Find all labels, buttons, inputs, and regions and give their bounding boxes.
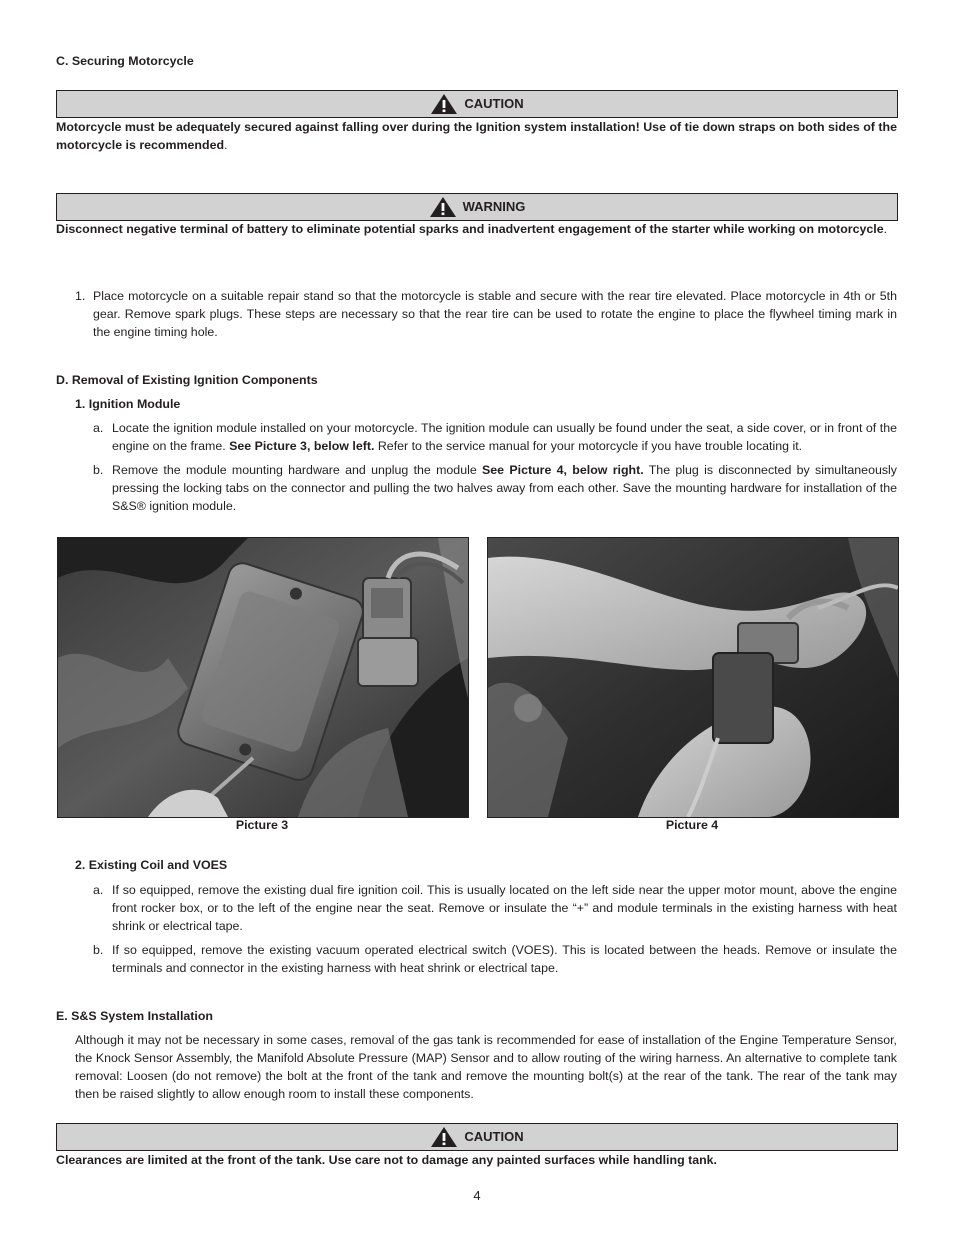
- warning-triangle-icon: [429, 196, 457, 218]
- item-b-text: [112, 461, 897, 515]
- section-d-heading: D. Removal of Existing Ignition Components: [56, 373, 318, 387]
- picture-3-caption: Picture 3: [235, 818, 289, 832]
- step1-number: 1.: [75, 289, 86, 303]
- item-voes-text: If so equipped, remove the existing vacuum operated electrical switch (VOES). This is located between the heads. Remove or insulate the terminals and connector in the existing harness with heat shrink or electrical tape.: [112, 943, 897, 975]
- item-voes-label: b.: [93, 943, 104, 957]
- subsection-coil-voes: 2. Existing Coil and VOES: [75, 858, 228, 872]
- item-b-text-part2: The plug is disconnected by simultaneously pressing the locking tabs on the connector and pulling the two halves away from each other. Save the mounting hardware for installation of the S&S® ignition module.: [112, 463, 897, 513]
- ignition-module-photo-illustration: [58, 538, 468, 817]
- step1-text: Place motorcycle on a suitable repair stand so that the motorcycle is stable and secure with the rear tire elevated. Place motorcycle in 4th or 5th gear. Remove spark plugs. These steps are necessary so that the rear tire can be used to rotate the engine to place the flywheel timing mark in the engine timing hole.: [93, 289, 897, 339]
- caution-banner-2: [56, 1123, 898, 1151]
- item-a-text: [112, 419, 897, 455]
- warning-text-end: .: [883, 222, 888, 236]
- caution-banner-1: [56, 90, 898, 118]
- section-e-heading: E. S&S System Installation: [56, 1009, 213, 1023]
- item-a-text-part1: Locate the ignition module installed on your motorcycle. The ignition module can usually be found under the seat, a side cover, or in front of the engine on the frame.: [112, 421, 897, 453]
- caution-text-end: .: [224, 138, 228, 152]
- item-a-text-part2: Refer to the service manual for your motorcycle if you have trouble locating it.: [374, 439, 803, 453]
- caution-text-1: [56, 118, 897, 154]
- section-c-heading: C. Securing Motorcycle: [56, 54, 194, 68]
- picture-4-photo: [487, 537, 899, 818]
- warning-text-bold: Disconnect negative terminal of battery to eliminate potential sparks and inadvertent engagement of the starter while working on motorcycle: [56, 222, 884, 236]
- picture-4-caption: Picture 4: [665, 818, 719, 832]
- caution-label-2: CAUTION: [464, 1129, 524, 1144]
- connector-unplug-photo-illustration: [488, 538, 898, 817]
- caution-text-bold: Motorcycle must be adequately secured against falling over during the Ignition system installation! Use of tie down straps on both sides of the motorcycle is recommended: [56, 120, 897, 152]
- item-a-label: a.: [93, 421, 104, 435]
- caution-text-2: Clearances are limited at the front of the tank. Use care not to damage any painted surfaces while handling tank.: [56, 1153, 717, 1167]
- section-e-body: Although it may not be necessary in some cases, removal of the gas tank is recommended for ease of installation of the Engine Temperature Sensor, the Knock Sensor Assembly, the Manifold Absolute Pressure (MAP) Sensor and to allow routing of the wiring harness. An alternative to complete tank removal: Loosen (do not remove) the bolt at the front of the tank and remove the mounting bolt(s) at the rear of the tank. The rear of the tank may then be raised slightly to allow enough room to install these components.: [75, 1033, 897, 1101]
- warning-text: [56, 220, 897, 238]
- warning-triangle-icon: [430, 1126, 458, 1148]
- item-b-label: b.: [93, 463, 104, 477]
- item-coil-label: a.: [93, 883, 104, 897]
- page-number: 4: [473, 1188, 481, 1203]
- item-b-text-bold: See Picture 4, below right.: [482, 463, 644, 477]
- warning-label: WARNING: [462, 199, 526, 214]
- item-a-text-bold: See Picture 3, below left.: [229, 439, 375, 453]
- warning-banner: [56, 193, 898, 221]
- picture-3-photo: [57, 537, 469, 818]
- subsection-ignition-module: 1. Ignition Module: [75, 397, 181, 411]
- item-b-text-part1: Remove the module mounting hardware and unplug the module: [112, 463, 483, 477]
- warning-triangle-icon: [430, 93, 458, 115]
- item-coil-text: If so equipped, remove the existing dual fire ignition coil. This is usually located on the left side near the upper motor mount, above the engine front rocker box, or to the left of the engine near the seat. Remove or insulate the “+” and module terminals in the existing harness with heat shrink or electrical tape.: [112, 883, 897, 933]
- caution-label: CAUTION: [464, 96, 524, 111]
